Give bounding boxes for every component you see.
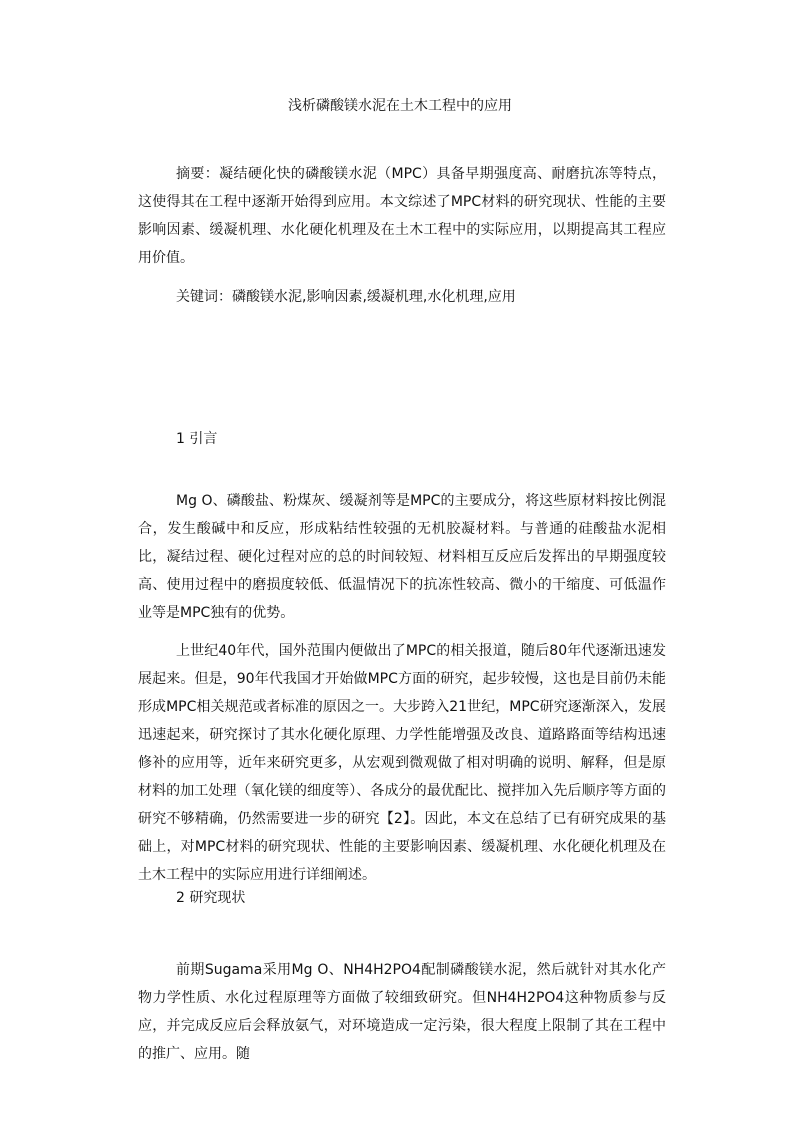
keywords-line: 关键词：磷酸镁水泥,影响因素,缓凝机理,水化机理,应用 [176, 289, 516, 305]
document-title: 浅析磷酸镁水泥在土木工程中的应用 [288, 98, 512, 114]
section-2-heading: 2 研究现状 [176, 890, 246, 906]
section-1-paragraph-2: 上世纪40年代，国外范围内便做出了MPC的相关报道，随后80年代逐渐迅速发展起来。但是，90年代我国才开始做MPC方面的研究，起步较慢，这也是目前仍未能形成MPC相关规范或者标准的原因之一。大步跨入21世纪，MPC研究逐渐深入，发展迅速起来，研究探讨了其水化硬化原理、力学性能增强及改良、道路路面等结构迅速修补的应用等，近年来研究更多，从宏观到微观做了相对明确的说明、解释，但是原材料的加工处理（氧化镁的细度等）、各成分的最优配比、搅拌加入先后顺序等方面的研究不够精确，仍然需要进一步的研究【2】。因此，本文在总结了已有研究成果的基础上，对MPC材料的研究现状、性能的主要影响因素、缓凝机理、水化硬化机理及在土木工程中的实际应用进行详细阐述。 [138, 643, 666, 883]
abstract-paragraph: 摘要：凝结硬化快的磷酸镁水泥（MPC）具备早期强度高、耐磨抗冻等特点，这使得其在工程中逐渐开始得到应用。本文综述了MPC材料的研究现状、性能的主要影响因素、缓凝机理、水化硬化机理及在土木工程中的实际应用，以期提高其工程应用价值。 [138, 166, 666, 266]
section-1-heading: 1 引言 [176, 431, 218, 447]
section-1-paragraph-1: Mg O、磷酸盐、粉煤灰、缓凝剂等是MPC的主要成分，将这些原材料按比例混合，发生酸碱中和反应，形成粘结性较强的无机胶凝材料。与普通的硅酸盐水泥相比，凝结过程、硬化过程对应的总的时间较短、材料相互反应后发挥出的早期强度较高、使用过程中的磨损度较低、低温情况下的抗冻性较高、微小的干缩度、可低温作业等是MPC独有的优势。 [138, 493, 666, 621]
section-2-paragraph-1: 前期Sugama采用Mg O、NH4H2PO4配制磷酸镁水泥，然后就针对其水化产物力学性质、水化过程原理等方面做了较细致研究。但NH4H2PO4这种物质参与反应，并完成反应后会释放氨气，对环境造成一定污染，很大程度上限制了其在工程中的推广、应用。随 [138, 962, 666, 1062]
